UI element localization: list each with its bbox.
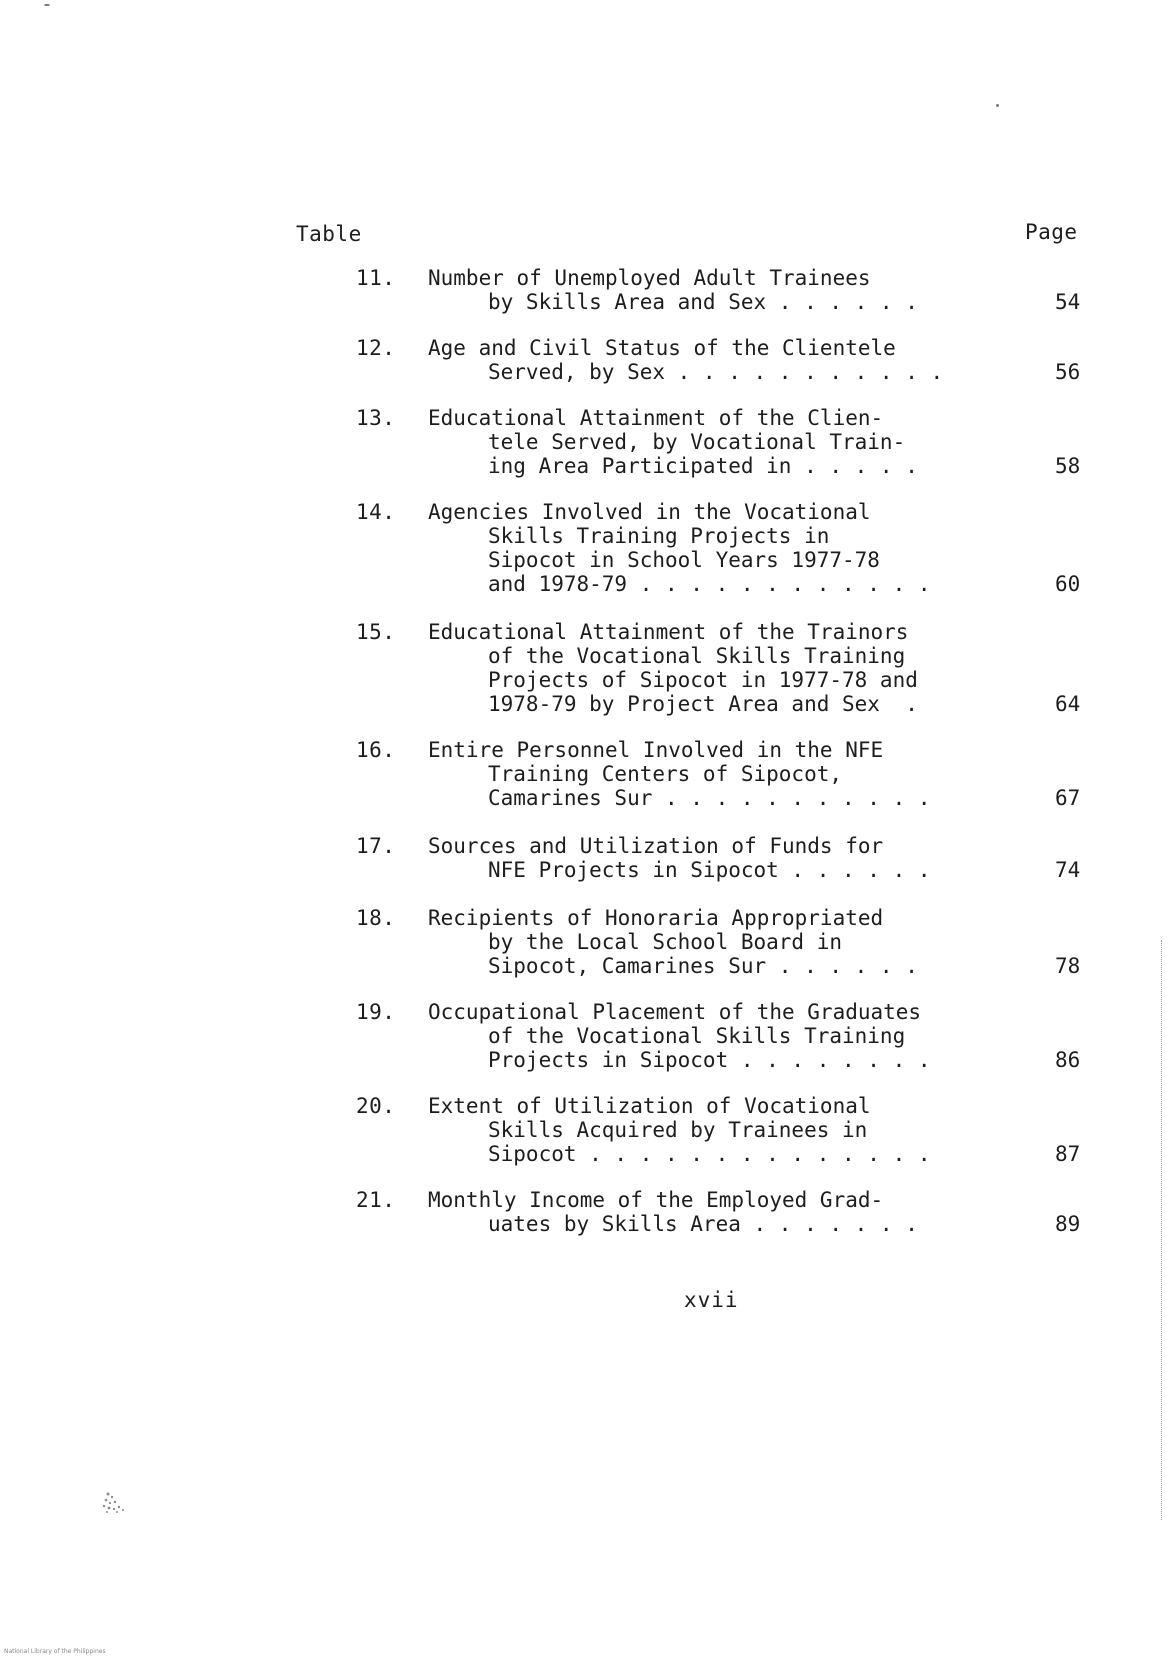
table-title-line: Monthly Income of the Employed Grad-	[428, 1188, 884, 1212]
table-title-line: Educational Attainment of the Trainors	[428, 620, 909, 644]
table-title-line: Recipients of Honoraria Appropriated	[428, 906, 884, 930]
table-title-line: Skills Training Projects in	[488, 524, 830, 548]
table-title	[428, 738, 988, 810]
table-title-line: Training Centers of Sipocot,	[488, 762, 843, 786]
page-reference: 78	[1055, 954, 1081, 978]
footer-watermark-text: National Library of the Philippines	[4, 1648, 106, 1655]
table-number: 13.	[356, 406, 396, 430]
scan-speck	[996, 104, 999, 107]
scan-edge-line	[1160, 940, 1162, 1520]
table-title-line: 1978-79 by Project Area and Sex .	[488, 692, 918, 716]
table-title	[428, 1000, 988, 1072]
table-title	[428, 500, 988, 596]
page-reference: 60	[1055, 572, 1081, 596]
table-title	[428, 406, 988, 478]
table-title-line: tele Served, by Vocational Train-	[488, 430, 906, 454]
table-number: 12.	[356, 336, 396, 360]
table-number: 17.	[356, 834, 396, 858]
table-title	[428, 1094, 988, 1166]
table-title-line: by Skills Area and Sex . . . . . .	[488, 290, 918, 314]
table-number: 19.	[356, 1000, 396, 1024]
page-reference: 67	[1055, 786, 1081, 810]
table-title-line: Educational Attainment of the Clien-	[428, 406, 884, 430]
scan-speck	[44, 4, 50, 6]
table-title-line: Entire Personnel Involved in the NFE	[428, 738, 884, 762]
table-title	[428, 336, 988, 384]
table-title-line: Occupational Placement of the Graduates	[428, 1000, 922, 1024]
table-title-line: Sipocot in School Years 1977-78	[488, 548, 880, 572]
page-reference: 54	[1055, 290, 1081, 314]
page-reference: 74	[1055, 858, 1081, 882]
table-title	[428, 620, 988, 716]
table-title-line: Served, by Sex . . . . . . . . . . .	[488, 360, 944, 384]
library-stamp-icon	[98, 1488, 138, 1514]
page-reference: 58	[1055, 454, 1081, 478]
table-title	[428, 1188, 988, 1236]
table-title-line: of the Vocational Skills Training	[488, 644, 906, 668]
table-number: 15.	[356, 620, 396, 644]
table-title-line: uates by Skills Area . . . . . . .	[488, 1212, 918, 1236]
table-title-line: Sipocot, Camarines Sur . . . . . .	[488, 954, 918, 978]
table-title-line: Camarines Sur . . . . . . . . . . .	[488, 786, 931, 810]
table-number: 18.	[356, 906, 396, 930]
table-title-line: Agencies Involved in the Vocational	[428, 500, 871, 524]
page-reference: 86	[1055, 1048, 1081, 1072]
page-reference: 87	[1055, 1142, 1081, 1166]
page-reference: 89	[1055, 1212, 1081, 1236]
table-title-line: Skills Acquired by Trainees in	[488, 1118, 868, 1142]
page-number-roman: xvii	[684, 1288, 739, 1312]
table-title-line: Sipocot . . . . . . . . . . . . . .	[488, 1142, 931, 1166]
table-title-line: Sources and Utilization of Funds for	[428, 834, 884, 858]
table-title-line: NFE Projects in Sipocot . . . . . .	[488, 858, 931, 882]
page-column-header: Page	[1025, 220, 1078, 244]
table-title-line: Projects in Sipocot . . . . . . . .	[488, 1048, 931, 1072]
table-title	[428, 834, 988, 882]
table-title-line: Extent of Utilization of Vocational	[428, 1094, 871, 1118]
table-number: 21.	[356, 1188, 396, 1212]
table-number: 20.	[356, 1094, 396, 1118]
page-reference: 64	[1055, 692, 1081, 716]
page-reference: 56	[1055, 360, 1081, 384]
table-title-line: ing Area Participated in . . . . .	[488, 454, 918, 478]
table-title-line: Number of Unemployed Adult Trainees	[428, 266, 871, 290]
table-title-line: by the Local School Board in	[488, 930, 843, 954]
table-title	[428, 906, 988, 978]
table-number: 16.	[356, 738, 396, 762]
table-title-line: of the Vocational Skills Training	[488, 1024, 906, 1048]
table-title-line: and 1978-79 . . . . . . . . . . . .	[488, 572, 931, 596]
table-title-line: Projects of Sipocot in 1977-78 and	[488, 668, 918, 692]
table-title	[428, 266, 988, 314]
table-number: 14.	[356, 500, 396, 524]
table-title-line: Age and Civil Status of the Clientele	[428, 336, 896, 360]
table-column-header: Table	[296, 222, 362, 246]
table-number: 11.	[356, 266, 396, 290]
